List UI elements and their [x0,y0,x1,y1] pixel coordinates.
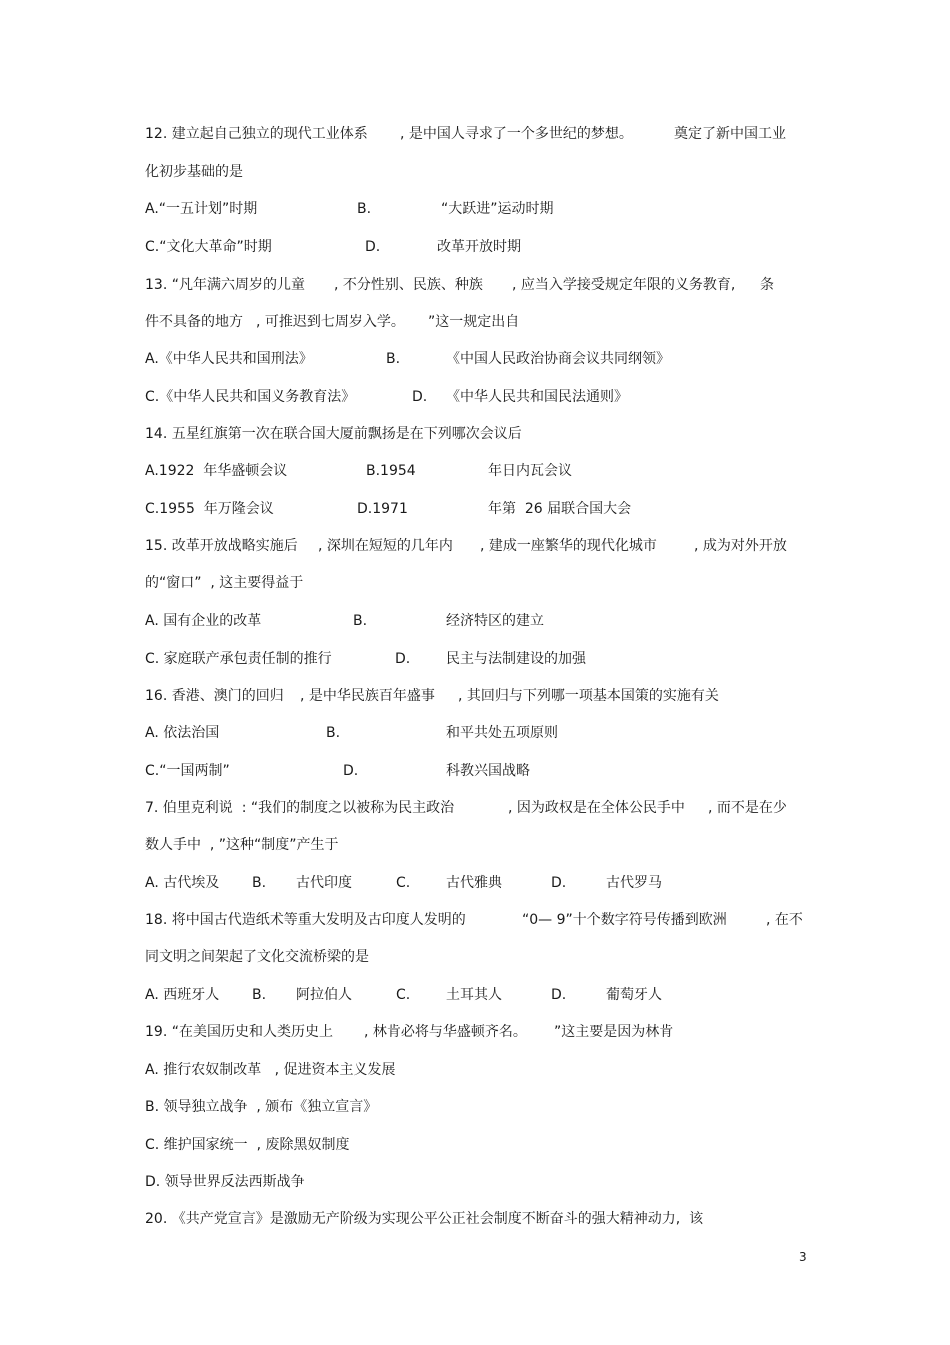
q12-option-b-letter: B. [357,201,372,217]
q13-stem-line2-part3: ”这一规定出自 [428,314,520,330]
q16-option-a: A. 依法治国 [145,725,220,741]
q15-stem-part3: , 建成一座繁华的现代化城市 [480,538,657,554]
q14-option-a: A.1922 年华盛顿会议 [145,463,288,479]
q17-stem-part2: , 因为政权是在全体公民手中 [508,800,685,816]
q19-stem-part1: 19. “在美国历史和人类历史上 [145,1024,333,1040]
q17-option-d: 古代罗马 [606,875,662,891]
q17-option-b-letter: B. [252,875,267,891]
q14-stem: 14. 五星红旗第一次在联合国大厦前飘扬是在下列哪次会议后 [145,426,522,442]
q12-option-c: C.“文化大革命”时期 [145,239,272,255]
q18-option-d: 葡萄牙人 [606,987,662,1003]
q20-stem: 20. 《共产党宣言》是激励无产阶级为实现公平公正社会制度不断奋斗的强大精神动力, 该 [145,1211,704,1227]
q16-option-d: 科教兴国战略 [446,763,530,779]
q12-option-d: 改革开放时期 [437,239,521,255]
q19-option-a: A. 推行农奴制改革 , 促进资本主义发展 [145,1062,396,1078]
q18-option-b: 阿拉伯人 [296,987,352,1003]
q18-option-b-letter: B. [252,987,267,1003]
q18-stem-part3: , 在不 [766,912,803,928]
q13-option-d: 《中华人民共和国民法通则》 [446,389,628,405]
q17-stem-line2: 数人手中 , ”这种“制度”产生于 [145,837,339,853]
q12-option-b: “大跃进”运动时期 [441,201,554,217]
q19-option-c: C. 维护国家统一 , 废除黑奴制度 [145,1137,350,1153]
q13-option-b-letter: B. [386,351,401,367]
q15-stem-part4: , 成为对外开放 [694,538,787,554]
q18-option-d-letter: D. [551,987,567,1003]
q14-option-d: 年第 26 届联合国大会 [488,501,632,517]
q13-option-b: 《中国人民政治协商会议共同纲领》 [446,351,670,367]
q13-stem-part1: 13. “凡年满六周岁的儿童 [145,277,305,293]
q16-option-d-letter: D. [343,763,359,779]
q16-option-b-letter: B. [326,725,341,741]
q18-stem-part1: 18. 将中国古代造纸术等重大发明及古印度人发明的 [145,912,466,928]
q12-stem-line2: 化初步基础的是 [145,164,243,180]
q14-option-b: 年日内瓦会议 [488,463,572,479]
q13-stem-part4: 条 [760,277,774,293]
q19-stem-part2: , 林肯必将与华盛顿齐名。 [364,1024,527,1040]
q12-option-a: A.“一五计划”时期 [145,201,258,217]
q16-stem-part3: , 其回归与下列哪一项基本国策的实施有关 [458,688,719,704]
q17-stem-part3: , 而不是在少 [708,800,787,816]
q13-option-d-letter: D. [412,389,428,405]
q17-stem-part1: 7. 伯里克利说 : “我们的制度之以被称为民主政治 [145,800,455,816]
q12-stem-part1: 12. 建立起自己独立的现代工业体系 [145,126,368,142]
q15-option-d-letter: D. [395,651,411,667]
q19-option-b: B. 领导独立战争 , 颁布《独立宣言》 [145,1099,378,1115]
q17-option-d-letter: D. [551,875,567,891]
q17-option-c-letter: C. [396,875,411,891]
page-number: 3 [799,1250,807,1264]
q16-option-c: C.“一国两制” [145,763,230,779]
q15-option-a: A. 国有企业的改革 [145,613,262,629]
q14-option-c: C.1955 年万隆会议 [145,501,274,517]
q14-option-b-letter: B.1954 [366,463,416,479]
q12-stem-part3: 奠定了新中国工业 [674,126,786,142]
q18-stem-line2: 同文明之间架起了文化交流桥梁的是 [145,949,369,965]
q18-option-c-letter: C. [396,987,411,1003]
q18-option-c: 土耳其人 [446,987,502,1003]
q14-option-d-letter: D.1971 [357,501,408,517]
q17-option-b: 古代印度 [296,875,352,891]
q13-option-a: A.《中华人民共和国刑法》 [145,351,313,367]
q16-option-b: 和平共处五项原则 [446,725,558,741]
q12-stem-part2: , 是中国人寻求了一个多世纪的梦想。 [400,126,633,142]
q19-option-d: D. 领导世界反法西斯战争 [145,1174,305,1190]
q12-option-d-letter: D. [365,239,381,255]
q15-option-b-letter: B. [353,613,368,629]
q18-option-a: A. 西班牙人 [145,987,220,1003]
q13-stem-line2-part1: 件不具备的地方 [145,314,243,330]
q15-stem-line2: 的“窗口” , 这主要得益于 [145,575,304,591]
q17-option-a: A. 古代埃及 [145,875,220,891]
q15-option-b: 经济特区的建立 [446,613,544,629]
q16-stem-part1: 16. 香港、澳门的回归 [145,688,284,704]
q13-stem-line2-part2: , 可推迟到七周岁入学。 [256,314,405,330]
q15-stem-part2: , 深圳在短短的几年内 [318,538,453,554]
q18-stem-part2: “0— 9”十个数字符号传播到欧洲 [522,912,727,928]
q13-stem-part3: , 应当入学接受规定年限的义务教育, [512,277,736,293]
q15-option-d: 民主与法制建设的加强 [446,651,586,667]
q17-option-c: 古代雅典 [446,875,502,891]
q15-stem-part1: 15. 改革开放战略实施后 [145,538,298,554]
q13-option-c: C.《中华人民共和国义务教育法》 [145,389,356,405]
q16-stem-part2: , 是中华民族百年盛事 [300,688,435,704]
q13-stem-part2: , 不分性别、民族、种族 [334,277,483,293]
q15-option-c: C. 家庭联产承包责任制的推行 [145,651,332,667]
q19-stem-part3: ”这主要是因为林肯 [554,1024,674,1040]
